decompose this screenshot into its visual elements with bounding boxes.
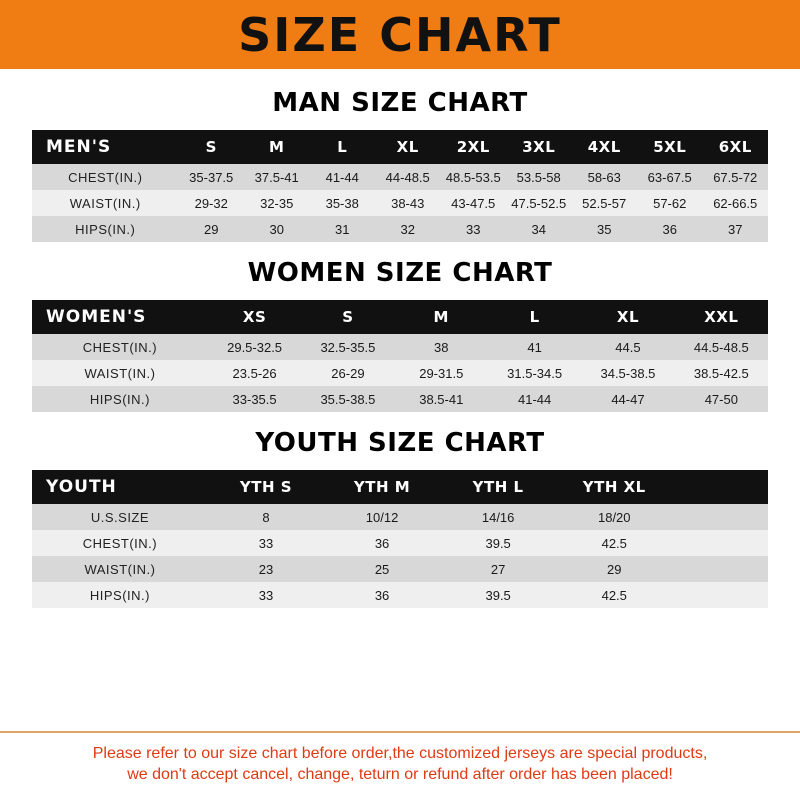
footer-line-2: we don't accept cancel, change, teturn or refund after order has been placed! — [127, 766, 673, 784]
col-header-womens: WOMEN'S — [32, 300, 208, 334]
cell: 23 — [208, 556, 324, 582]
cell: 8 — [208, 504, 324, 530]
cell: 57-62 — [637, 190, 703, 216]
col-header-xl: XL — [375, 130, 441, 164]
table-row — [32, 190, 768, 216]
cell: 36 — [637, 216, 703, 242]
cell: 33 — [208, 582, 324, 608]
cell-spacer — [672, 556, 768, 582]
cell: 14/16 — [440, 504, 556, 530]
row-label-hips: HIPS(IN.) — [32, 582, 208, 608]
cell-spacer — [672, 504, 768, 530]
cell: 42.5 — [556, 530, 672, 556]
cell: 10/12 — [324, 504, 440, 530]
cell: 29 — [178, 216, 244, 242]
cell: 33 — [208, 530, 324, 556]
row-label-us-size: U.S.SIZE — [32, 504, 208, 530]
cell: 42.5 — [556, 582, 672, 608]
row-label-waist: WAIST(IN.) — [32, 190, 178, 216]
cell: 38 — [395, 334, 488, 360]
cell: 32-35 — [244, 190, 310, 216]
cell: 35.5-38.5 — [301, 386, 394, 412]
col-header-3xl: 3XL — [506, 130, 572, 164]
col-header-4xl: 4XL — [571, 130, 637, 164]
cell: 35-37.5 — [178, 164, 244, 190]
col-header-xs: XS — [208, 300, 301, 334]
cell: 52.5-57 — [571, 190, 637, 216]
col-header-yth-xl: YTH XL — [556, 470, 672, 504]
col-header-6xl: 6XL — [702, 130, 768, 164]
cell: 37 — [702, 216, 768, 242]
col-header-youth: YOUTH — [32, 470, 208, 504]
cell: 29.5-32.5 — [208, 334, 301, 360]
footer-disclaimer — [0, 731, 800, 800]
cell-spacer — [672, 530, 768, 556]
header-banner — [0, 0, 800, 72]
cell: 37.5-41 — [244, 164, 310, 190]
cell: 38.5-42.5 — [675, 360, 768, 386]
cell: 53.5-58 — [506, 164, 572, 190]
cell: 38.5-41 — [395, 386, 488, 412]
cell: 38-43 — [375, 190, 441, 216]
cell: 47-50 — [675, 386, 768, 412]
cell: 43-47.5 — [440, 190, 506, 216]
cell: 35-38 — [309, 190, 375, 216]
col-header-yth-s: YTH S — [208, 470, 324, 504]
table-youth-body — [32, 504, 768, 608]
cell: 33 — [440, 216, 506, 242]
cell: 48.5-53.5 — [440, 164, 506, 190]
col-header-xl: XL — [581, 300, 674, 334]
table-row — [32, 530, 768, 556]
col-header-m: M — [395, 300, 488, 334]
table-row — [32, 360, 768, 386]
section-title-youth: YOUTH SIZE CHART — [255, 428, 545, 458]
row-label-chest: CHEST(IN.) — [32, 334, 208, 360]
table-women-body — [32, 334, 768, 412]
cell: 62-66.5 — [702, 190, 768, 216]
cell: 29-32 — [178, 190, 244, 216]
table-women-head — [32, 300, 768, 334]
cell: 39.5 — [440, 582, 556, 608]
cell: 36 — [324, 582, 440, 608]
col-header-5xl: 5XL — [637, 130, 703, 164]
cell: 39.5 — [440, 530, 556, 556]
cell: 44.5-48.5 — [675, 334, 768, 360]
table-men-head — [32, 130, 768, 164]
col-header-2xl: 2XL — [440, 130, 506, 164]
section-men — [0, 72, 800, 242]
cell: 31.5-34.5 — [488, 360, 581, 386]
table-row — [32, 470, 768, 504]
table-youth-head — [32, 470, 768, 504]
row-label-hips: HIPS(IN.) — [32, 386, 208, 412]
row-label-hips: HIPS(IN.) — [32, 216, 178, 242]
cell: 29 — [556, 556, 672, 582]
cell-spacer — [672, 582, 768, 608]
table-row — [32, 334, 768, 360]
table-row — [32, 300, 768, 334]
row-label-waist: WAIST(IN.) — [32, 360, 208, 386]
table-youth — [32, 470, 768, 608]
cell: 44-48.5 — [375, 164, 441, 190]
col-header-m: M — [244, 130, 310, 164]
cell: 26-29 — [301, 360, 394, 386]
cell: 30 — [244, 216, 310, 242]
section-title-women: WOMEN SIZE CHART — [247, 258, 553, 288]
table-row — [32, 164, 768, 190]
row-label-chest: CHEST(IN.) — [32, 530, 208, 556]
cell: 31 — [309, 216, 375, 242]
cell: 33-35.5 — [208, 386, 301, 412]
table-row — [32, 216, 768, 242]
footer-line-1: Please refer to our size chart before order,the customized jerseys are special products, — [92, 744, 708, 762]
cell: 32 — [375, 216, 441, 242]
cell: 63-67.5 — [637, 164, 703, 190]
col-header-s: S — [301, 300, 394, 334]
table-men — [32, 130, 768, 242]
cell: 41-44 — [488, 386, 581, 412]
table-row — [32, 582, 768, 608]
section-youth — [0, 412, 800, 608]
section-women — [0, 242, 800, 412]
page-title: SIZE CHART — [238, 7, 562, 62]
col-header-xxl: XXL — [675, 300, 768, 334]
cell: 47.5-52.5 — [506, 190, 572, 216]
table-row — [32, 130, 768, 164]
table-row — [32, 504, 768, 530]
col-header-spacer — [672, 470, 768, 504]
row-label-chest: CHEST(IN.) — [32, 164, 178, 190]
col-header-mens: MEN'S — [32, 130, 178, 164]
cell: 36 — [324, 530, 440, 556]
row-label-waist: WAIST(IN.) — [32, 556, 208, 582]
cell: 27 — [440, 556, 556, 582]
cell: 35 — [571, 216, 637, 242]
col-header-l: L — [309, 130, 375, 164]
col-header-yth-l: YTH L — [440, 470, 556, 504]
cell: 34 — [506, 216, 572, 242]
cell: 67.5-72 — [702, 164, 768, 190]
cell: 34.5-38.5 — [581, 360, 674, 386]
col-header-l: L — [488, 300, 581, 334]
cell: 25 — [324, 556, 440, 582]
table-row — [32, 386, 768, 412]
cell: 44-47 — [581, 386, 674, 412]
cell: 44.5 — [581, 334, 674, 360]
col-header-yth-m: YTH M — [324, 470, 440, 504]
cell: 29-31.5 — [395, 360, 488, 386]
table-women — [32, 300, 768, 412]
table-men-body — [32, 164, 768, 242]
cell: 41-44 — [309, 164, 375, 190]
cell: 32.5-35.5 — [301, 334, 394, 360]
cell: 58-63 — [571, 164, 637, 190]
col-header-s: S — [178, 130, 244, 164]
section-title-men: MAN SIZE CHART — [272, 88, 528, 118]
table-row — [32, 556, 768, 582]
cell: 41 — [488, 334, 581, 360]
cell: 18/20 — [556, 504, 672, 530]
cell: 23.5-26 — [208, 360, 301, 386]
